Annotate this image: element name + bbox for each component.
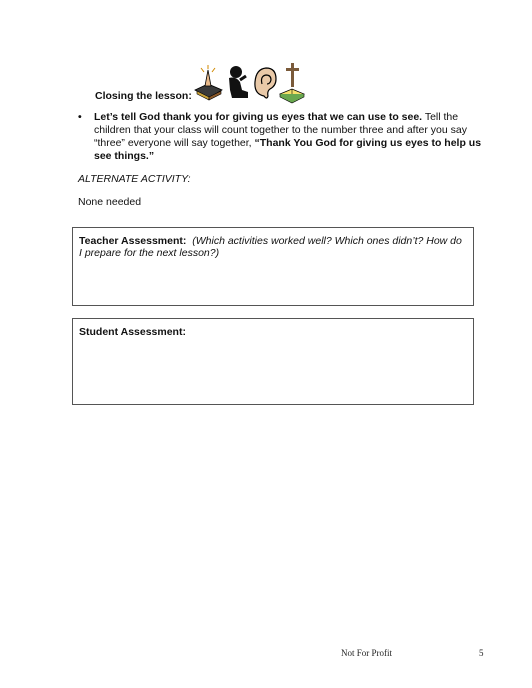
bullet-bold-intro: Let’s tell God thank you for giving us eyes that we can use to see.	[94, 111, 423, 123]
ear-icon	[255, 68, 276, 98]
bullet-text	[94, 111, 494, 163]
teacher-assessment-text	[79, 235, 467, 259]
bullet-bold-quote: “Thank You God for giving us eyes to help us see things.”	[94, 137, 482, 162]
kneeling-child-icon	[229, 66, 248, 98]
teacher-assessment-box[interactable]	[72, 227, 474, 306]
closing-label: Closing the lesson:	[95, 90, 192, 102]
student-assessment-text	[79, 326, 467, 338]
student-assessment-box[interactable]	[72, 318, 474, 405]
student-assessment-label: Student Assessment:	[79, 326, 186, 338]
teacher-assessment-prompt: (Which activities worked well? Which ones didn’t? How do I prepare for the next lesson?)	[79, 235, 462, 259]
bullet-body: Tell the children that your class will count together to the number three and after you say “three” everyone will say together,	[94, 111, 467, 149]
footer-text: Not For Profit	[341, 648, 393, 658]
closing-icons	[192, 60, 312, 104]
praying-hands-bible-icon	[195, 65, 222, 100]
none-needed-text: None needed	[78, 196, 142, 208]
closing-section	[95, 60, 325, 104]
page-number: 5	[479, 648, 484, 658]
teacher-assessment-label: Teacher Assessment:	[79, 235, 187, 247]
alternate-activity-heading: ALTERNATE ACTIVITY:	[78, 173, 191, 185]
bullet-marker: •	[78, 111, 82, 123]
open-bible-cross-icon	[280, 63, 304, 103]
